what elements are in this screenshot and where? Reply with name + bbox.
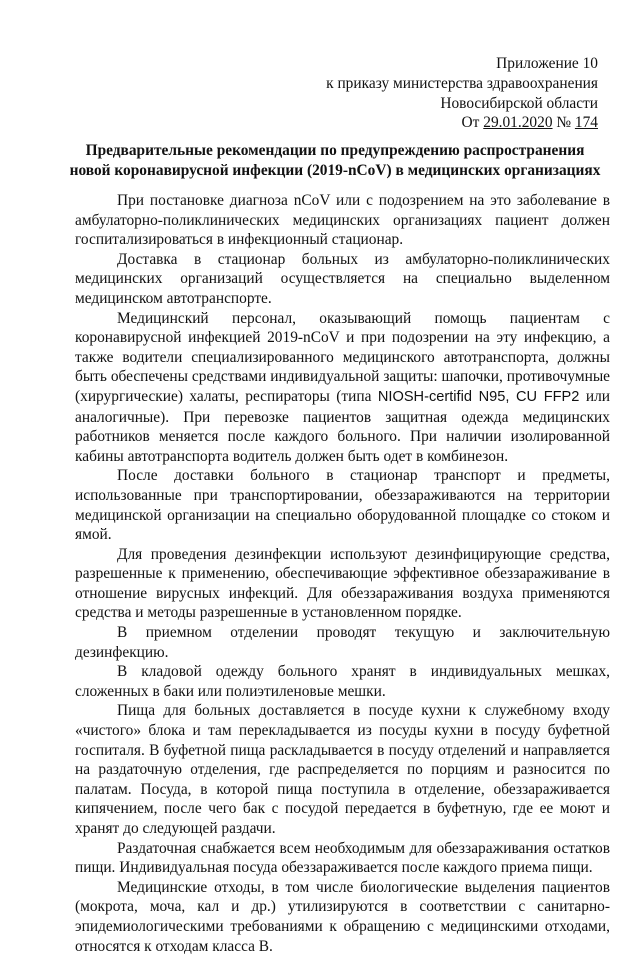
order-date-number: От 29.01.2020 № 174 (461, 114, 598, 132)
paragraph-diagnosis: При постановке диагноза nCoV или с подозрением на это заболевание в амбулаторно-поликлинических медицинских организациях пациент должен госпитализироваться в инфекционный стационар. (75, 192, 610, 249)
paragraph-serving-room: Раздаточная снабжается всем необходимым для обеззараживания остатков пищи. Индивидуальная посуда обеззараживается после каждого приема пищи. (75, 839, 610, 877)
paragraph-medical-waste: Медицинские отходы, в том числе биологические выделения пациентов (мокрота, моча, кал и др.) утилизируются в соответствии с санитарно-эпидемиологическими требованиями к обращению с медицинскими отходами, относятся к отходам класса В. (75, 878, 610, 955)
document-header (326, 54, 598, 133)
paragraph-transport: Доставка в стационар больных из амбулаторно-поликлинических медицинских организаций осуществляется на специально выделенном медицинском автотранспорте. (75, 250, 610, 307)
document-body (75, 191, 610, 956)
appendix-label: Приложение 10 (496, 55, 598, 72)
respirator-types: NIOSH-certifid N95, CU FFP2 (377, 388, 580, 405)
paragraph-staff-protection: Медицинский персонал, оказывающий помощь пациентам с коронавирусной инфекцией 2019-nCoV и при подозрении на эту инфекцию, а также водители специализированного медицинского автотранспорта, должны быть обеспечены средствами индивидуальной защиты: шапочки, противочумные (хирургические) халаты, респираторы (типа NIOSH-certifid N95, CU FFP2 или аналогичные). При перевозке пациентов защитная одежда медицинских работников меняется после каждого больного. При наличии изолированной кабины автотранспорта водитель должен быть одет в комбинезон. (75, 309, 610, 465)
order-reference: к приказу министерства здравоохранения (326, 74, 598, 92)
paragraph-vehicle-disinfection: После доставки больного в стационар транспорт и предметы, использованные при транспортировании, обеззараживаются на территории медицинской организации на специально оборудованной площадке со стоком и ямой. (75, 467, 610, 544)
paragraph-food-delivery: Пища для больных доставляется в посуде кухни к служебному входу «чистого» блока и там перекладывается из посуды кухни в посуду буфетной госпиталя. В буфетной пища раскладывается в посуду отделений и направляется на раздаточную отделения, где распределяется по порциям и разносится по палатам. Посуда, в которой пища поступила в отделение, обеззараживается кипячением, после чего бак с посудой передается в буфетную, где ее моют и хранят до следующей раздачи. (75, 702, 610, 837)
paragraph-clothing-storage: В кладовой одежду больного хранят в индивидуальных мешках, сложенных в баки или полиэтиленовые мешки. (75, 663, 610, 700)
paragraph-disinfectants: Для проведения дезинфекции используют дезинфицирующие средства, разрешенные к применению, обеспечивающие эффективное обеззараживание в отношение вирусных инфекций. Для обеззараживания воздуха применяются средства и методы разрешенные в установленном порядке. (75, 545, 610, 622)
document-title: Предварительные рекомендации по предупреждению распространения новой коронавирусной инфекции (2019-nCoV) в медицинских организациях (69, 142, 601, 179)
paragraph-admission-disinfection: В приемном отделении проводят текущую и заключительную дезинфекцию. (75, 624, 610, 661)
order-date: 29.01.2020 (483, 114, 553, 132)
region-name: Новосибирской области (440, 94, 598, 112)
order-number: 174 (574, 114, 598, 132)
